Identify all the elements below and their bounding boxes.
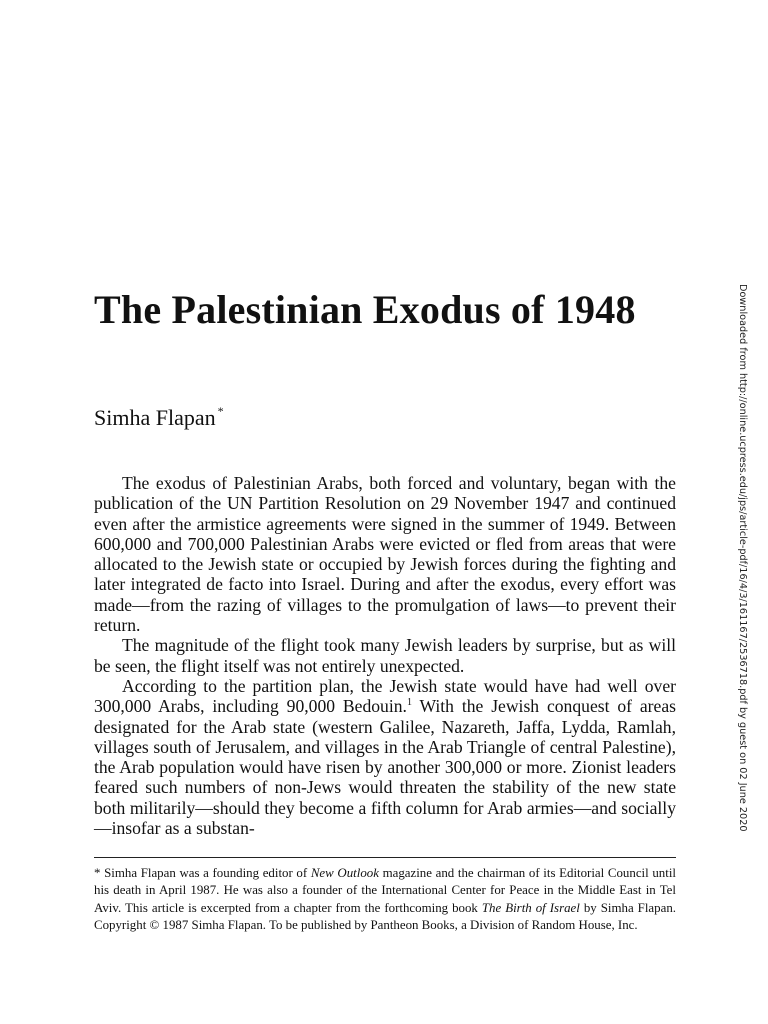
download-watermark-text: Downloaded from http://online.ucpress.edu/jps/article-pdf/16/4/3/161167/2536718.pdf by guest on 02 June 2020 — [737, 284, 748, 832]
footnote-text-1: Simha Flapan was a founding editor of — [100, 866, 311, 880]
footnote-reference-1: 1 — [406, 697, 412, 709]
author-name: Simha Flapan — [94, 405, 216, 430]
footnote-divider — [94, 857, 676, 858]
author-footnote — [94, 865, 676, 935]
footnote-mark: * — [94, 866, 101, 880]
article-title: The Palestinian Exodus of 1948 — [94, 287, 636, 332]
article-body — [94, 473, 676, 838]
author-line — [94, 405, 224, 431]
body-paragraph-1: The exodus of Palestinian Arabs, both forced and voluntary, began with the publication of the UN Partition Resolution on 29 November 1947 and continued even after the armistice agreements were signed in the summer of 1949. Between 600,000 and 700,000 Palestinian Arabs were evicted or fled from areas that were allocated to the Jewish state or occupied by Jewish forces during the fighting and later integrated de facto into Israel. During and after the exodus, every effort was made—from the razing of villages to the promulgation of laws—to prevent their return. — [94, 473, 676, 636]
footnote-text-2: magazine and the chairman of its Editorial Council until his death in April 1987. He was also a founder of the International Center for Peace in the Middle East in Tel Aviv. This article is excerpted from a chapter from the forthcoming book — [94, 866, 676, 915]
body-paragraph-2: The magnitude of the flight took many Jewish leaders by surprise, but as will be seen, the flight itself was not entirely unexpected. — [94, 635, 676, 676]
body-paragraph-3 — [94, 676, 676, 838]
footnote-book-title: The Birth of Israel — [481, 900, 580, 915]
footnote-text-3: by Simha Flapan. Copyright © 1987 Simha Flapan. To be published by Pantheon Books, a Division of Random House, Inc. — [94, 900, 676, 933]
author-footnote-mark: * — [217, 403, 224, 418]
paragraph-3-text-start: According to the partition plan, the Jewish state would have had well over 300,000 Arabs, including 90,000 Bedouin. — [94, 675, 676, 717]
paragraph-3-text-end: With the Jewish conquest of areas designated for the Arab state (western Galilee, Nazareth, Jaffa, Lydda, Ramlah, villages south of Jerusalem, and villages in the Arab Triangle of central Palestine), the Arab population would have risen by another 300,000 or more. Zionist leaders feared such numbers of non-Jews would threaten the stability of the new state both militarily—should they become a fifth column for Arab armies—and socially—insofar as a substan- — [94, 696, 677, 839]
footnote-magazine-title: New Outlook — [310, 866, 379, 880]
download-watermark — [736, 284, 748, 832]
